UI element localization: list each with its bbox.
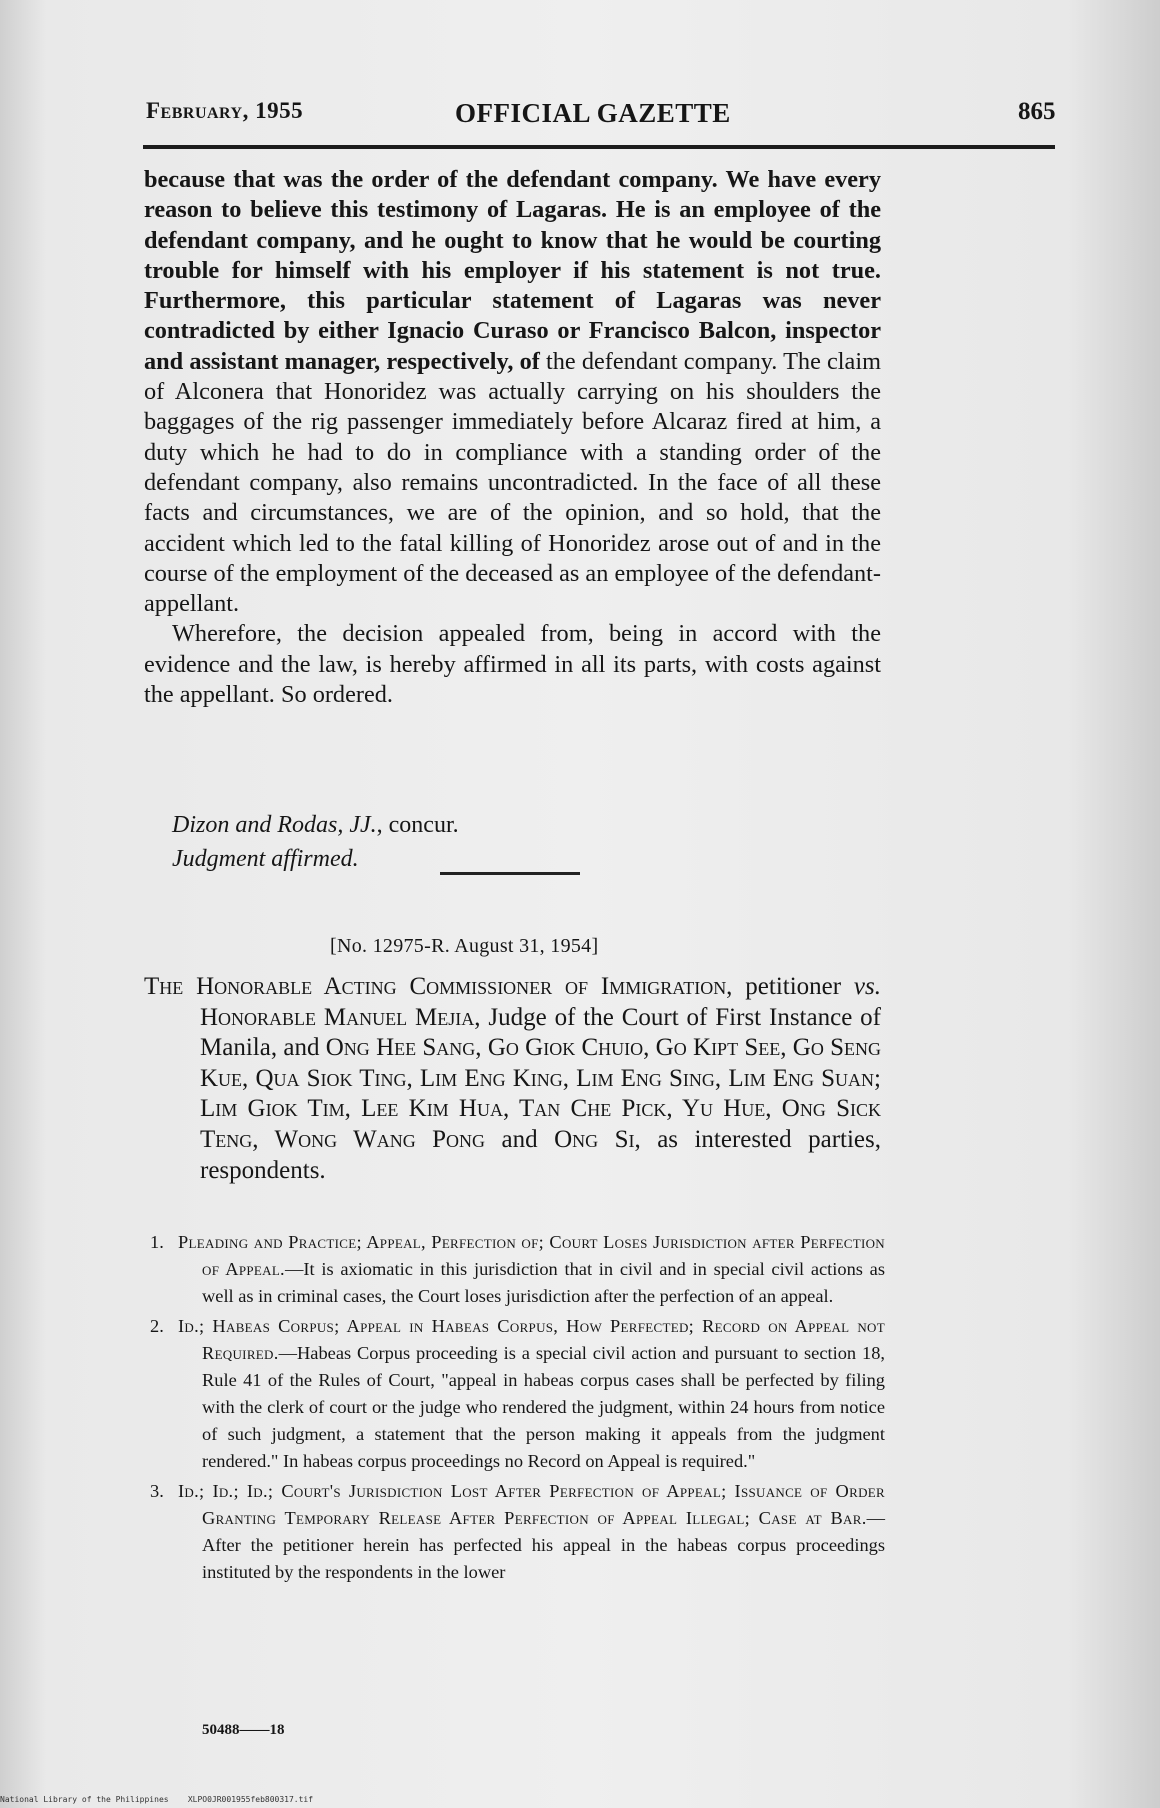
printer-signature: 50488——18: [202, 1722, 285, 1738]
syllabus-text: —Habeas Corpus proceeding is a special civil action and pursuant to section 18, Rule 41 of the Rules of Court, "appeal in habeas corpus cases shall be perfected by filing with the clerk of court or the judge who rendered the judgment, within 24 hours from notice of such judgment, a statement that the person making it appeals from the judgment rendered." In habeas corpus proceedings no Record on Appeal is required.": [202, 1343, 885, 1471]
judgment-line: [172, 846, 359, 873]
header-page-number: 865: [1018, 98, 1056, 125]
syllabus-heading: Pleading and Practice; Appeal, Perfection of; Court Loses Jurisdiction after Perfection of Appeal.: [178, 1232, 885, 1279]
header-title: OFFICIAL GAZETTE: [455, 98, 731, 128]
scan-footer: National Library of the Philippines XLPO0JR001955feb800317.tif: [0, 1795, 314, 1804]
case-caption: [144, 972, 881, 1186]
caption-judge-desc: Judge of the Court of First Instance of Manila, and: [200, 1003, 881, 1062]
judgment-text: Judgment affirmed.: [172, 846, 359, 872]
caption-petitioner-label: petitioner: [732, 973, 854, 1000]
concurring-justices: Dizon and Rodas, JJ.: [172, 812, 377, 838]
opinion-plain-text: the defendant company. The claim of Alconera that Honoridez was actually carrying on his shoulders the baggages of the rig passenger immediately before Alcaraz fired at him, a duty which he had to do in compliance with a standing order of the defendant company, also remains uncontradicted. In the face of all these facts and circumstances, we are of the opinion, and so hold, that the accident which led to the fatal killing of Honoridez arose out of and in the course of the employment of the deceased as an employee of the defendant-appellant.: [144, 347, 881, 618]
syllabus-text: —It is axiomatic in this jurisdiction that in civil and in special civil actions as well as in criminal cases, the Court loses jurisdiction after the perfection of an appeal.: [202, 1259, 885, 1306]
case-number: [No. 12975-R. August 31, 1954]: [330, 935, 599, 957]
opinion-bold-text: because that was the order of the defendant company. We have every reason to believe this testimony of Lagaras. He is an employee of the defendant company, and he ought to know that he would be courting trouble for himself with his employer if his statement is not true. Furthermore, this particular statement of Lagaras was never contradicted by either Ignacio Curaso or Francisco Balcon, inspector and assistant manager, respectively, of: [144, 166, 881, 375]
syllabus-number: 1.: [150, 1232, 164, 1252]
petitioner-name: The Honorable Acting Commissioner of Immigration,: [144, 973, 733, 1000]
concur-word: , concur.: [376, 812, 459, 838]
syllabus-number: 2.: [150, 1316, 164, 1336]
syllabus-item: [150, 1478, 885, 1586]
respondent-names: Ong Hee Sang, Go Giok Chuio, Go Kipt See, Go Seng Kue, Qua Siok Ting, Lim Eng King, Lim Eng Sing, Lim Eng Suan; Lim Giok Tim, Lee Kim Hua, Tan Che Pick, Yu Hue, Ong Sick Teng, Wong Wang Pong: [200, 1034, 881, 1153]
header-date: February, 1955: [146, 98, 304, 123]
section-separator: [440, 872, 580, 875]
opinion-text: [144, 165, 881, 710]
last-respondent-name: Ong Si: [554, 1125, 635, 1153]
concurrence-line: [172, 812, 459, 839]
wherefore-paragraph: Wherefore, the decision appealed from, being in accord with the evidence and the law, is hereby affirmed in all its parts, with costs against the appellant. So ordered.: [144, 620, 881, 709]
syllabus-item: [150, 1313, 885, 1475]
syllabus-heading: Id.; Habeas Corpus; Appeal in Habeas Corpus, How Perfected; Record on Appeal not Required.: [178, 1316, 885, 1363]
syllabus-text: —After the petitioner herein has perfected his appeal in the habeas corpus proceedings instituted by the respondents in the lower: [202, 1508, 885, 1582]
respondent-judge-name: Honorable Manuel Mejia,: [200, 1003, 481, 1031]
syllabus-heading: Id.; Id.; Id.; Court's Jurisdiction Lost After Perfection of Appeal; Issuance of Order Granting Temporary Release After Perfection of Appeal Illegal; Case at Bar.: [178, 1481, 885, 1528]
caption-end: , as interested parties, respondents.: [200, 1125, 881, 1184]
header-rule: [143, 145, 1055, 149]
caption-and: and: [485, 1125, 555, 1153]
syllabus-list: [150, 1229, 885, 1589]
syllabus-number: 3.: [150, 1481, 164, 1501]
syllabus-item: [150, 1229, 885, 1310]
versus: vs.: [853, 973, 881, 1000]
